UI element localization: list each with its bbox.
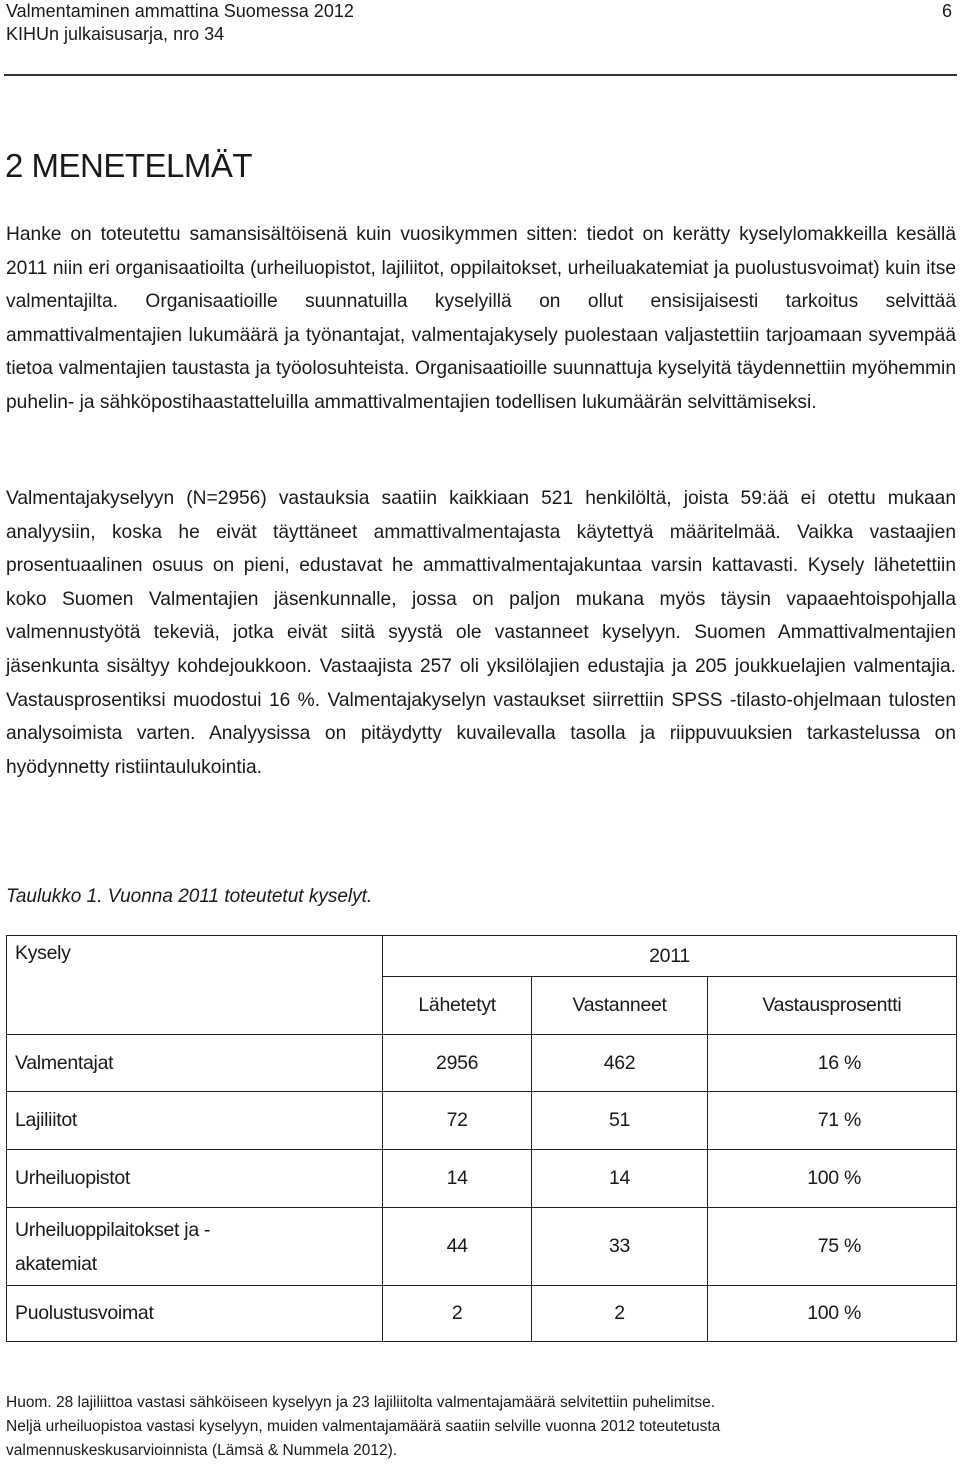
header-divider — [4, 74, 957, 76]
cell-percent: 75 % — [707, 1208, 956, 1286]
column-header-sent: Lähetetyt — [383, 977, 532, 1035]
row-label: Urheiluoppilaitokset ja - akatemiat — [7, 1208, 383, 1286]
body-paragraph-2: Valmentajakyselyyn (N=2956) vastauksia saatiin kaikkiaan 521 henkilöltä, joista 59:ää ei otettu mukaan analyysiin, koska he eivät täyttäneet ammattivalmentajasta käytettyä määritelmää. Vaikka vastaajien prosentuaalinen osuus on pieni, edustavat he ammattivalmentajakuntaa varsin kattavasti. Kysely lähetettiin koko Suomen Valmentajien jäsenkunnalle, jossa on paljon mukana myös täysin vapaaehtoispohjalla valmennustyötä tekeviä, jotka eivät siitä syystä ole vastanneet kyselyyn. Suomen Ammattivalmentajien jäsenkunta sisältyy kohdejoukkoon. Vastaajista 257 oli yksilölajien edustajia ja 205 joukkuelajien valmentajia. Vastausprosentiksi muodostui 16 %. Valmentajakyselyn vastaukset siirrettiin SPSS -tilasto-ohjelmaan tulosten analysoimista varten. Analyysissa on pitäydytty kuvailevalla tasolla ja riippuvuuksien tarkastelussa on hyödynnetty ristiintaulukointia. — [6, 488, 956, 778]
table-row — [7, 1208, 957, 1286]
cell-sent: 44 — [383, 1208, 532, 1286]
column-header-percent: Vastausprosentti — [707, 977, 956, 1035]
table-row — [7, 1286, 957, 1342]
cell-percent: 16 % — [707, 1035, 956, 1092]
cell-percent: 100 % — [707, 1286, 956, 1342]
running-header — [6, 0, 354, 46]
cell-sent: 2956 — [383, 1035, 532, 1092]
cell-sent: 72 — [383, 1092, 532, 1150]
cell-percent: 100 % — [707, 1150, 956, 1208]
cell-answered: 33 — [532, 1208, 708, 1286]
header-publication-title: Valmentaminen ammattina Suomessa 2012 — [6, 1, 354, 21]
cell-sent: 14 — [383, 1150, 532, 1208]
table-header-row — [7, 936, 957, 977]
table-row — [7, 1150, 957, 1208]
table-corner-label: Kysely — [7, 936, 383, 1035]
header-series: KIHUn julkaisusarja, nro 34 — [6, 24, 225, 44]
table-year-header: 2011 — [383, 936, 957, 977]
cell-answered: 2 — [532, 1286, 708, 1342]
column-header-answered: Vastanneet — [532, 977, 708, 1035]
table-note-line-2: Neljä urheiluopistoa vastasi kyselyyn, muiden valmentajamäärä saatiin selville vuonna 2012 toteutetusta — [6, 1418, 721, 1435]
cell-answered: 51 — [532, 1092, 708, 1150]
section-title: 2 MENETELMÄT — [5, 147, 253, 184]
survey-table — [6, 935, 957, 1342]
cell-sent: 2 — [383, 1286, 532, 1342]
row-label: Valmentajat — [7, 1035, 383, 1092]
body-paragraph-1: Hanke on toteutettu samansisältöisenä kuin vuosikymmen sitten: tiedot on kerätty kyselylomakkeilla kesällä 2011 niin eri organisaatioilta (urheiluopistot, lajiliitot, oppilaitokset, urheiluakatemiat ja puolustusvoimat) kuin itse valmentajilta. Organisaatioille suunnatuilla kyselyillä on ollut ensisijaisesti tarkoitus selvittää ammattivalmentajien lukumäärä ja työnantajat, valmentajakysely puolestaan valjastettiin tarjoamaan syvempää tietoa valmentajien taustasta ja työolosuhteista. Organisaatioille suunnattuja kyselyitä täydennettiin myöhemmin puhelin- ja sähköpostihaastatteluilla ammattivalmentajien todellisen lukumäärän selvittämiseksi. — [6, 224, 956, 413]
cell-answered: 462 — [532, 1035, 708, 1092]
table-note-line-3: valmennuskeskusarvioinnista (Lämsä & Nummela 2012). — [6, 1442, 398, 1459]
table-caption: Taulukko 1. Vuonna 2011 toteutetut kyselyt. — [6, 886, 373, 907]
table-row — [7, 1035, 957, 1092]
table-note-line-1: Huom. 28 lajiliittoa vastasi sähköiseen kyselyyn ja 23 lajiliitolta valmentajamäärä selvitettiin puhelimitse. — [6, 1394, 716, 1411]
table-row — [7, 1092, 957, 1150]
row-label: Lajiliitot — [7, 1092, 383, 1150]
cell-percent: 71 % — [707, 1092, 956, 1150]
cell-answered: 14 — [532, 1150, 708, 1208]
row-label: Puolustusvoimat — [7, 1286, 383, 1342]
page-number: 6 — [941, 1, 952, 21]
row-label: Urheiluopistot — [7, 1150, 383, 1208]
